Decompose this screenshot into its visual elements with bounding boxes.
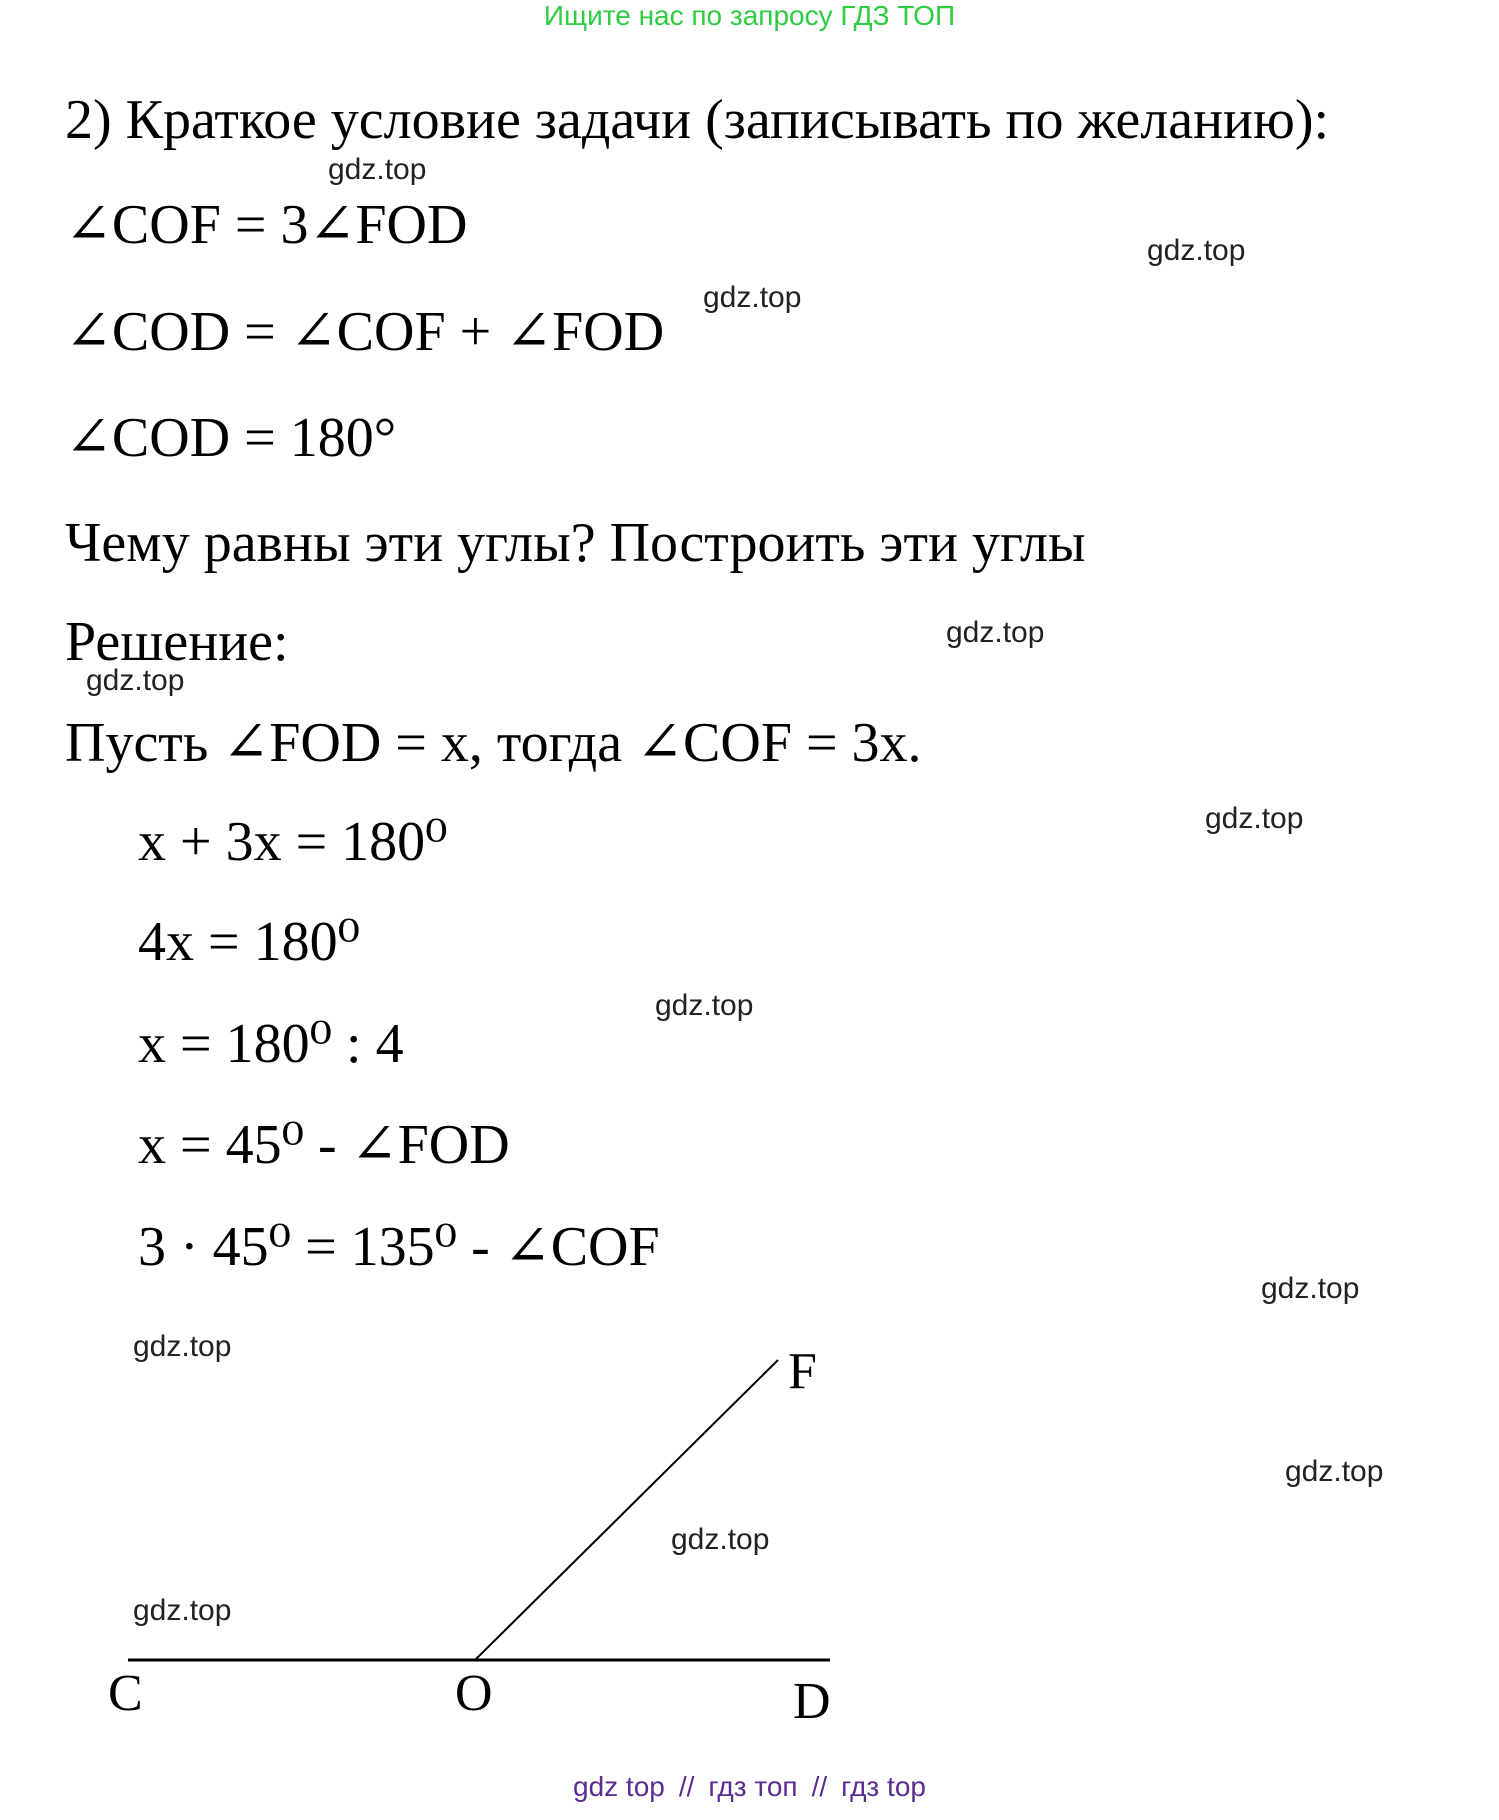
point-d-label: D xyxy=(793,1673,831,1730)
footer-link-gdz-top-ru[interactable]: гдз топ xyxy=(708,1771,798,1802)
condition-heading: 2) Краткое условие задачи (записывать по желанию): xyxy=(65,89,1330,151)
point-f-label: F xyxy=(788,1343,817,1400)
solution-step-5: 3 · 45⁰ = 135⁰ - ∠COF xyxy=(138,1216,660,1278)
condition-line-3: ∠COD = 180° xyxy=(65,407,397,469)
point-o-label: O xyxy=(455,1665,493,1722)
solution-step-1: x + 3x = 180⁰ xyxy=(138,811,448,873)
watermark: gdz.top xyxy=(133,1594,232,1627)
footer-separator: // xyxy=(678,1771,695,1802)
watermark: gdz.top xyxy=(133,1330,232,1363)
point-c-label: C xyxy=(108,1665,143,1722)
watermark: gdz.top xyxy=(1261,1272,1360,1305)
solution-let: Пусть ∠FOD = x, тогда ∠COF = 3x. xyxy=(65,712,922,774)
watermark: gdz.top xyxy=(655,989,754,1022)
watermark: gdz.top xyxy=(1205,802,1304,835)
footer-separator: // xyxy=(811,1771,828,1802)
question-text: Чему равны эти углы? Построить эти углы xyxy=(65,512,1086,574)
solution-step-2: 4x = 180⁰ xyxy=(138,911,361,973)
footer-link-gdz-top-mixed[interactable]: гдз top xyxy=(841,1771,926,1802)
condition-line-1: ∠COF = 3∠FOD xyxy=(65,194,468,256)
watermark: gdz.top xyxy=(86,664,185,697)
solution-step-4: x = 45⁰ - ∠FOD xyxy=(138,1114,510,1176)
ray-of xyxy=(475,1360,778,1660)
watermark: gdz.top xyxy=(328,153,427,186)
watermark: gdz.top xyxy=(1147,234,1246,267)
footer-links xyxy=(0,1770,1499,1804)
watermark: gdz.top xyxy=(1285,1455,1384,1488)
solution-step-3: x = 180⁰ : 4 xyxy=(138,1013,404,1075)
watermark: gdz.top xyxy=(671,1523,770,1556)
condition-line-2: ∠COD = ∠COF + ∠FOD xyxy=(65,301,665,363)
watermark: gdz.top xyxy=(946,616,1045,649)
top-banner: Ищите нас по запросу ГДЗ ТОП xyxy=(543,0,956,31)
footer-link-gdz-top[interactable]: gdz top xyxy=(573,1771,665,1802)
watermark: gdz.top xyxy=(703,281,802,314)
solution-heading: Решение: xyxy=(65,611,289,673)
